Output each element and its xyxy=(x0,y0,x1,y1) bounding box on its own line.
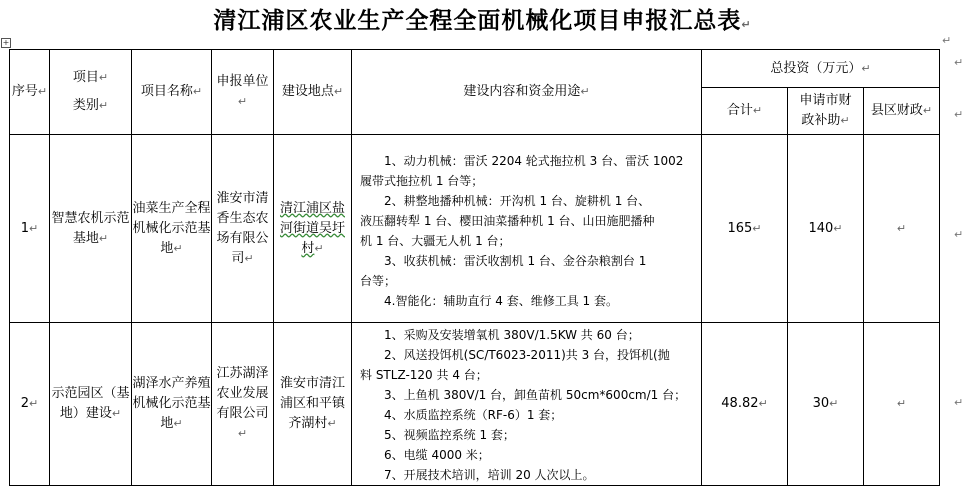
page-title: 清江浦区农业生产全程全面机械化项目申报汇总表↵ xyxy=(213,8,752,34)
paragraph-mark-icon: ↵ xyxy=(954,56,964,69)
header-county-finance: 县区财政↵ xyxy=(864,88,940,135)
header-unit: 申报单位↵ xyxy=(212,50,274,135)
cell-category: 智慧农机示范基地↵ xyxy=(50,135,132,323)
paragraph-mark-icon: ↵ xyxy=(954,228,964,241)
cell-name: 湖泽水产养殖机械化示范基地↵ xyxy=(132,323,212,486)
cell-category: 示范园区（基地）建设↵ xyxy=(50,323,132,486)
header-category: 项目↵ 类别↵ xyxy=(50,50,132,135)
cell-content: 1、采购及安装增氧机 380V/1.5KW 共 60 台； 2、风送投饵机(SC/T6023-2011)共 3 台，投饵机(抛 料 STLZ-120 共 4 台； 3、上鱼机 380V/1 台，卸鱼苗机 50cm*600cm/1 台； 4、水质监控系统（RF-6）1 套； 5、视频监控系统 1 套； 6、电缆 4000 米； 7、开展技术培训，培训 20 人次以上。 xyxy=(352,323,702,486)
table-row xyxy=(10,323,940,486)
cell-total: 165↵ xyxy=(702,135,788,323)
cell-total: 48.82↵ xyxy=(702,323,788,486)
header-seq: 序号↵ xyxy=(10,50,50,135)
summary-table xyxy=(9,49,940,486)
paragraph-mark-icon: ↵ xyxy=(942,34,952,47)
header-name: 项目名称↵ xyxy=(132,50,212,135)
header-location: 建设地点↵ xyxy=(274,50,352,135)
cell-unit: 江苏湖泽农业发展有限公司↵ xyxy=(212,323,274,486)
cell-county-finance: ↵ xyxy=(864,323,940,486)
cell-content: 1、动力机械：雷沃 2204 轮式拖拉机 3 台、雷沃 1002 履带式拖拉机 1 台等； 2、耕整地播种机械：开沟机 1 台、旋耕机 1 台、 液压翻转犁 1 台、樱田油菜播种机 1 台、山田施肥播种 机 1 台、大疆无人机 1 台； 3、收获机械：雷沃收割机 1 台、金谷杂粮割台 1 台等； 4.智能化：辅助直行 4 套、维修工具 1 套。 xyxy=(352,135,702,323)
header-investment: 总投资（万元）↵ xyxy=(702,50,940,88)
cell-county-finance: ↵ xyxy=(864,135,940,323)
table-row xyxy=(10,135,940,323)
cell-city-subsidy: 140↵ xyxy=(788,135,864,323)
cell-location: 淮安市清江浦区和平镇齐湖村↵ xyxy=(274,323,352,486)
paragraph-mark-icon: ↵ xyxy=(954,108,964,121)
header-total: 合计↵ xyxy=(702,88,788,135)
header-city-subsidy: 申请市财 政补助↵ xyxy=(788,88,864,135)
header-content: 建设内容和资金用途↵ xyxy=(352,50,702,135)
table-move-handle-icon[interactable]: + xyxy=(2,38,10,47)
cell-location: 清江浦区盐河街道吴圩村↵ xyxy=(274,135,352,323)
cell-seq: 1↵ xyxy=(10,135,50,323)
cell-seq: 2↵ xyxy=(10,323,50,486)
cell-name: 油菜生产全程机械化示范基地↵ xyxy=(132,135,212,323)
paragraph-mark-icon: ↵ xyxy=(954,396,964,409)
paragraph-mark-icon: ↵ xyxy=(741,18,752,31)
cell-city-subsidy: 30↵ xyxy=(788,323,864,486)
header-row-1 xyxy=(10,50,940,88)
cell-unit: 淮安市清香生态农场有限公司↵ xyxy=(212,135,274,323)
